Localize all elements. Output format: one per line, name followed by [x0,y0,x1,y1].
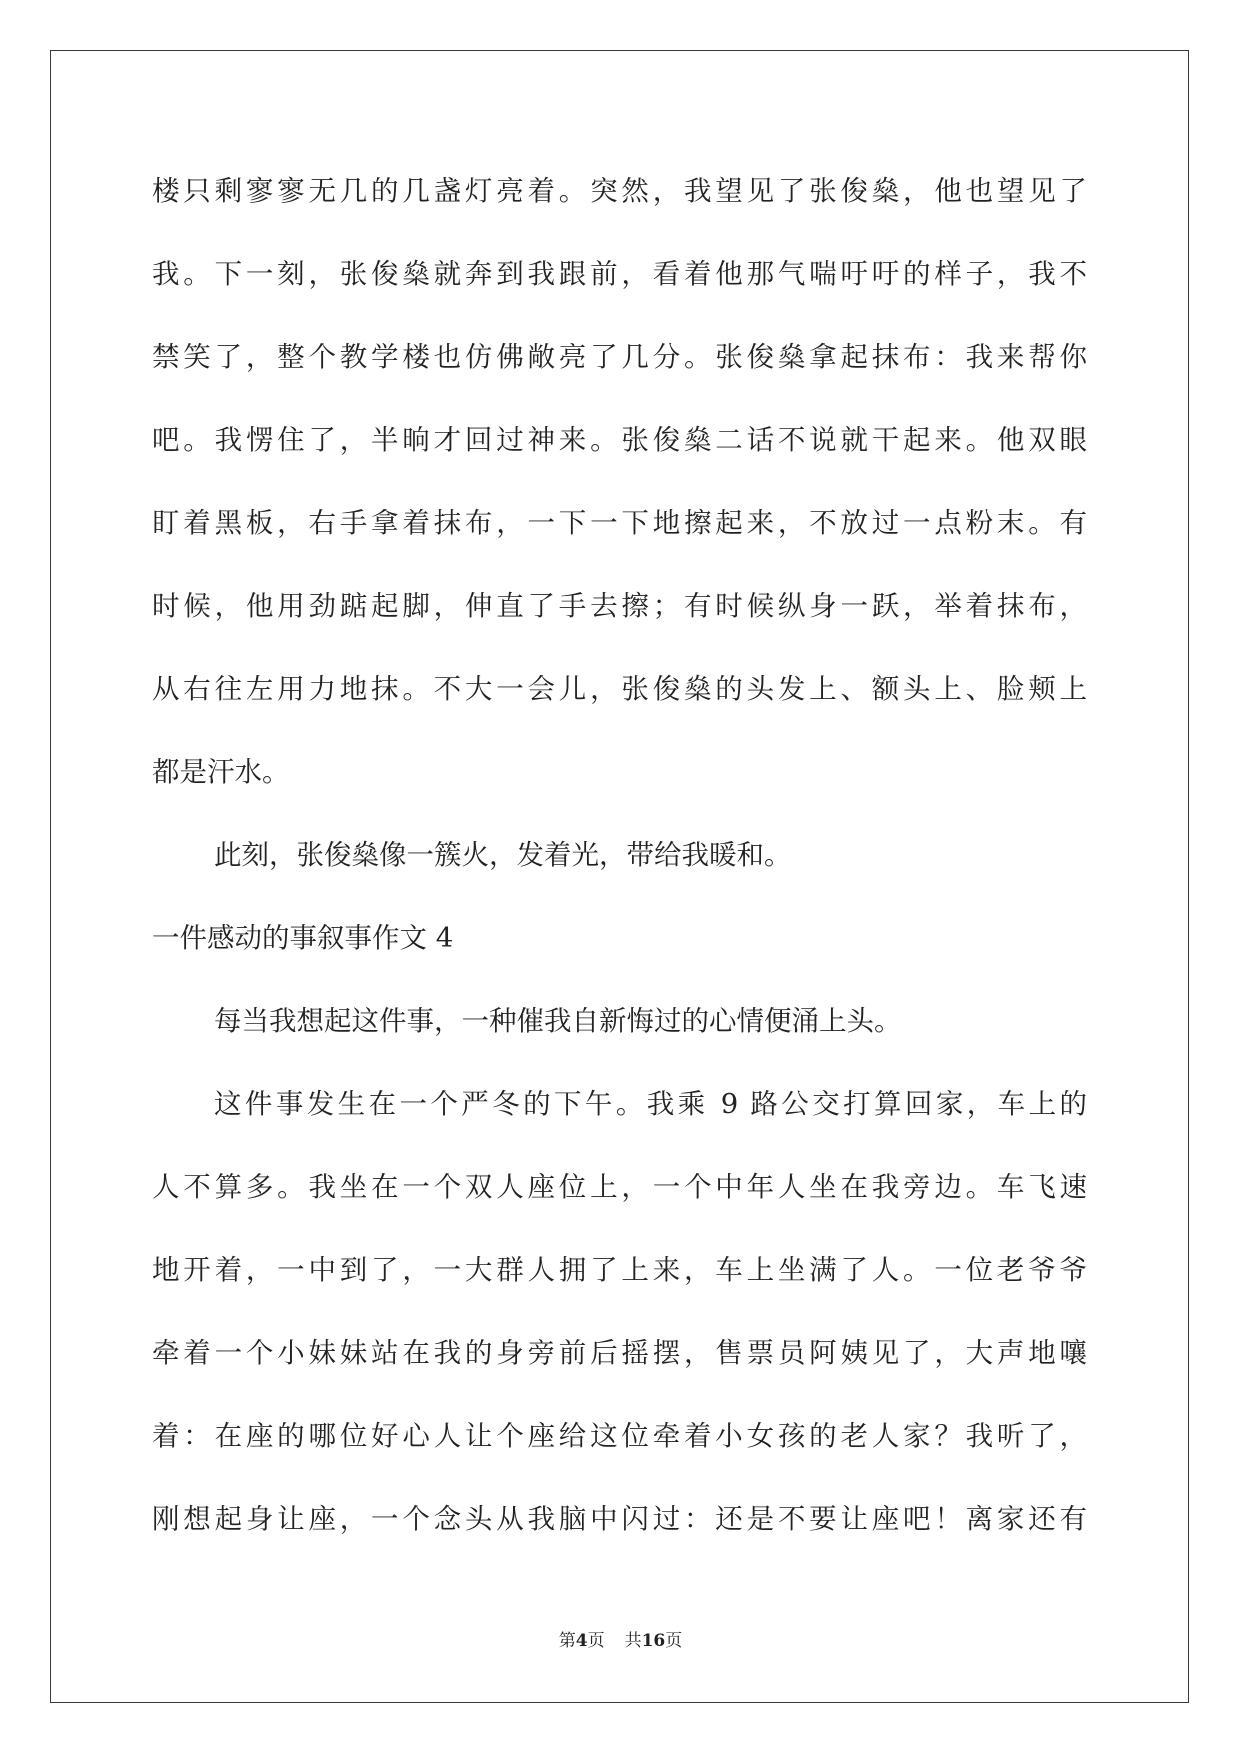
text-line: 都是汗水。 [152,756,290,788]
text-line: 牵着一个小妹妹站在我的身旁前后摇摆，售票员阿姨见了，大声地嚷 [152,1337,1087,1369]
paragraph-line: 这件事发生在一个严冬的下午。我乘 9 路公交打算回家，车上的 [214,1088,1087,1120]
text-line: 楼只剩寥寥无几的几盏灯亮着。突然，我望见了张俊燊，他也望见了 [152,175,1087,207]
text-line: 时候，他用劲踮起脚，伸直了手去擦；有时候纵身一跃，举着抹布， [152,590,1087,622]
text-line: 着：在座的哪位好心人让个座给这位牵着小女孩的老人家？我听了， [152,1420,1087,1452]
total-pages: 16 [641,1631,666,1651]
text-line: 禁笑了，整个教学楼也仿佛敞亮了几分。张俊燊拿起抹布：我来帮你 [152,341,1087,373]
text-line: 盯着黑板，右手拿着抹布，一下一下地擦起来，不放过一点粉末。有 [152,507,1087,539]
text-line: 吧。我愣住了，半晌才回过神来。张俊燊二话不说就干起来。他双眼 [152,424,1087,456]
text-line: 从右往左用力地抹。不大一会儿，张俊燊的头发上、额头上、脸颊上 [152,673,1087,705]
page-number: 4 [575,1631,588,1651]
footer-total-suffix: 页 [665,1631,683,1651]
footer-total-prefix: 共 [624,1631,642,1651]
paragraph-line: 此刻，张俊燊像一簇火，发着光，带给我暖和。 [214,839,792,871]
page-footer [0,1626,1241,1651]
text-line: 人不算多。我坐在一个双人座位上，一个中年人坐在我旁边。车飞速 [152,1171,1087,1203]
footer-prefix: 第 [558,1631,576,1651]
paragraph-line: 每当我想起这件事，一种催我自新悔过的心情便涌上头。 [214,1005,902,1037]
text-line: 刚想起身让座，一个念头从我脑中闪过：还是不要让座吧！离家还有 [152,1503,1087,1535]
footer-page-suffix: 页 [587,1631,605,1651]
document-body [152,150,1087,1561]
text-line: 我。下一刻，张俊燊就奔到我跟前，看着他那气喘吁吁的样子，我不 [152,258,1087,290]
text-line: 地开着，一中到了，一大群人拥了上来，车上坐满了人。一位老爷爷 [152,1254,1087,1286]
section-heading: 一件感动的事叙事作文 4 [152,922,454,954]
